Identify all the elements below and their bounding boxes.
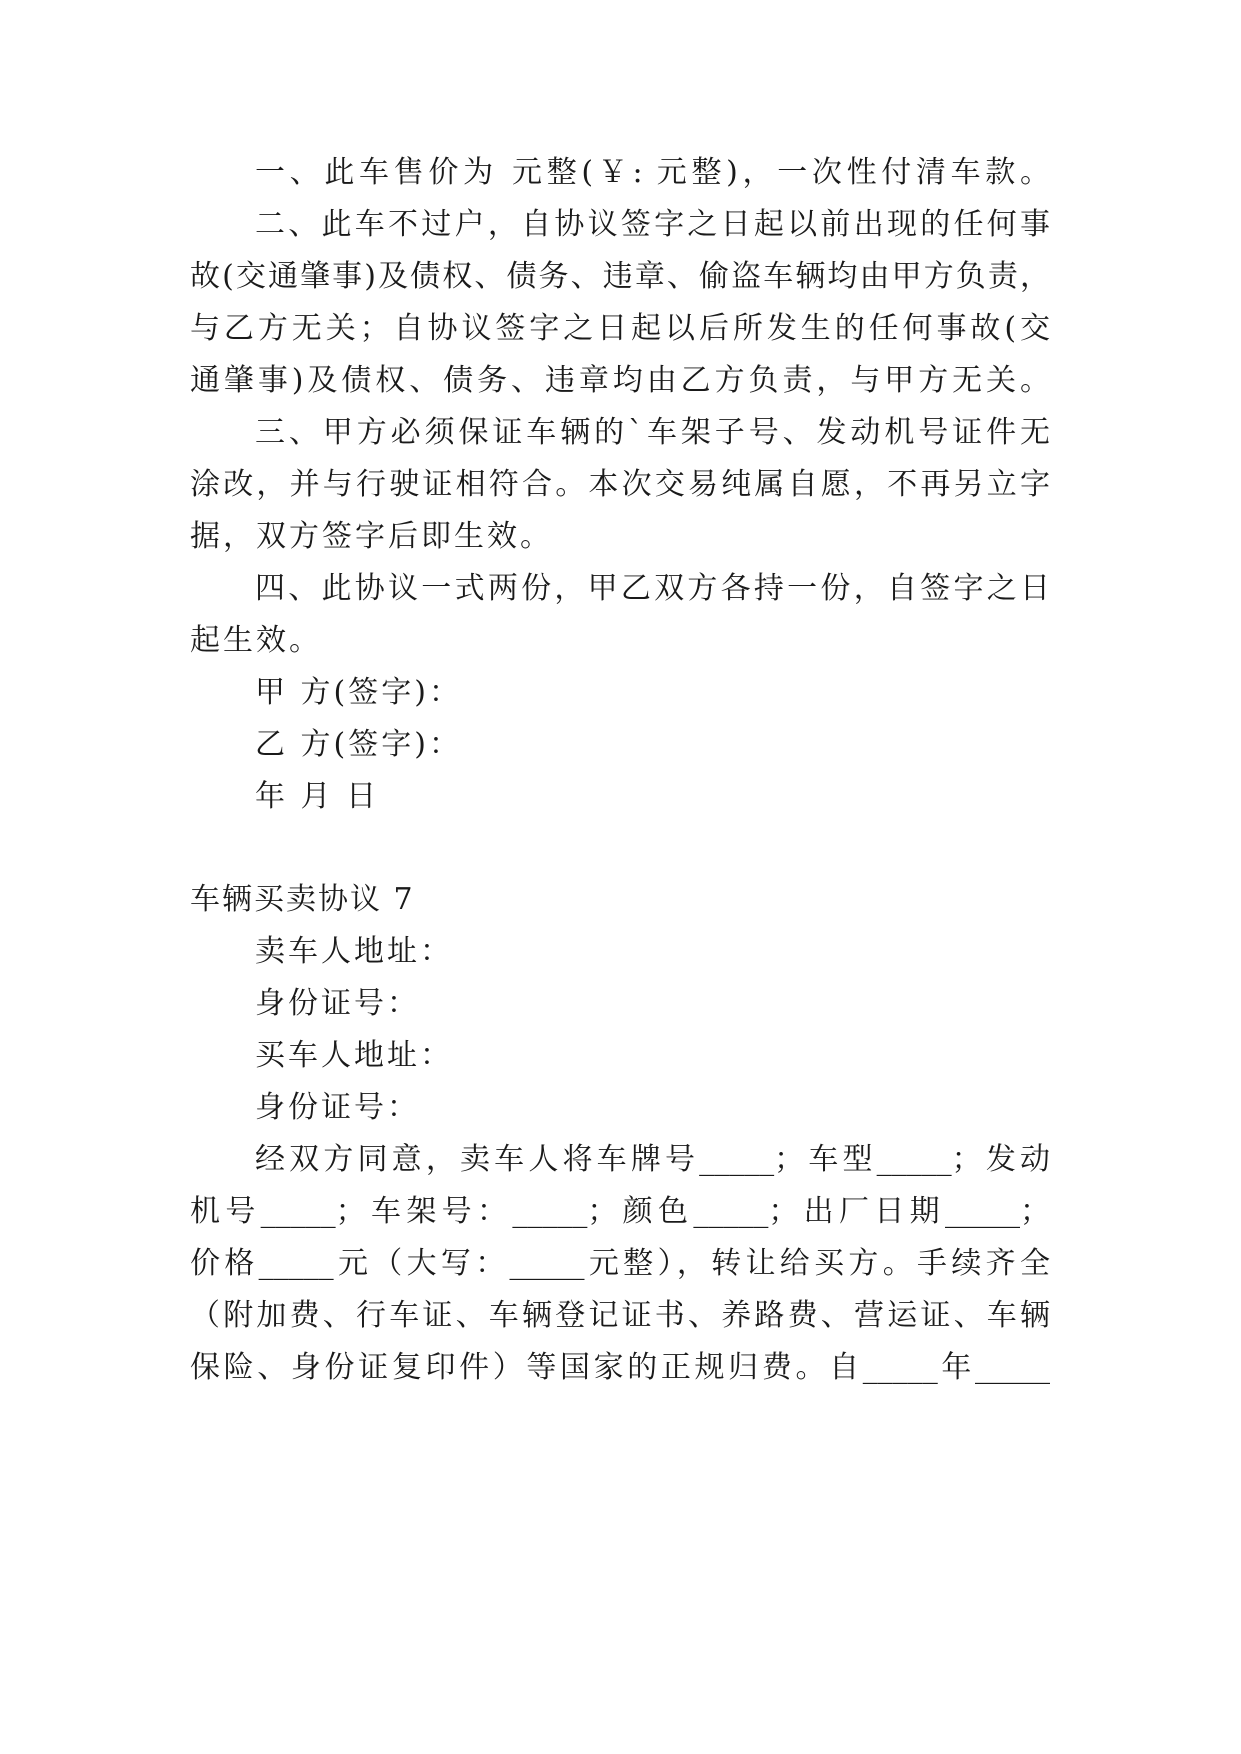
party-b-signature: 乙 方(签字)： <box>255 727 462 762</box>
signature-date: 年 月 日 <box>255 779 380 814</box>
terms-line-3: 价格_____元（大写：_____元整），转让给买方。手续齐全 <box>190 1246 1050 1281</box>
seller-id-number: 身份证号： <box>255 986 420 1021</box>
seller-address: 卖车人地址： <box>255 934 453 969</box>
terms-line-4: （附加费、行车证、车辆登记证书、养路费、营运证、车辆 <box>190 1298 1050 1333</box>
agreement-title: 车辆买卖协议 7 <box>190 882 415 917</box>
clause-4-line-2: 起生效。 <box>190 623 322 658</box>
buyer-id-number: 身份证号： <box>255 1090 420 1125</box>
clause-3-line-3: 据，双方签字后即生效。 <box>190 519 553 554</box>
clause-1-line-1: 一、此车售价为 元整(￥: 元整)，一次性付清车款。 <box>255 155 1050 190</box>
clause-2-line-4: 通肇事)及债权、债务、违章均由乙方负责，与甲方无关。 <box>190 363 1050 398</box>
clause-2-line-1: 二、此车不过户，自协议签字之日起以前出现的任何事 <box>255 207 1050 242</box>
clause-4-line-1: 四、此协议一式两份，甲乙双方各持一份，自签字之日 <box>255 571 1050 606</box>
clause-2-line-2: 故(交通肇事)及债权、债务、违章、偷盗车辆均由甲方负责， <box>190 259 1050 294</box>
clause-3-line-2: 涂改，并与行驶证相符合。本次交易纯属自愿，不再另立字 <box>190 467 1050 502</box>
buyer-address: 买车人地址： <box>255 1038 453 1073</box>
terms-line-2: 机号_____；车架号：_____；颜色_____；出厂日期_____； <box>190 1194 1050 1229</box>
terms-line-1: 经双方同意，卖车人将车牌号_____；车型_____；发动 <box>255 1142 1050 1177</box>
clause-3-line-1: 三、甲方必须保证车辆的`车架子号、发动机号证件无 <box>255 415 1050 450</box>
party-a-signature: 甲 方(签字)： <box>255 675 462 710</box>
terms-line-5: 保险、身份证复印件）等国家的正规归费。自_____年_____ <box>190 1350 1050 1385</box>
clause-2-line-3: 与乙方无关；自协议签字之日起以后所发生的任何事故(交 <box>190 311 1050 346</box>
